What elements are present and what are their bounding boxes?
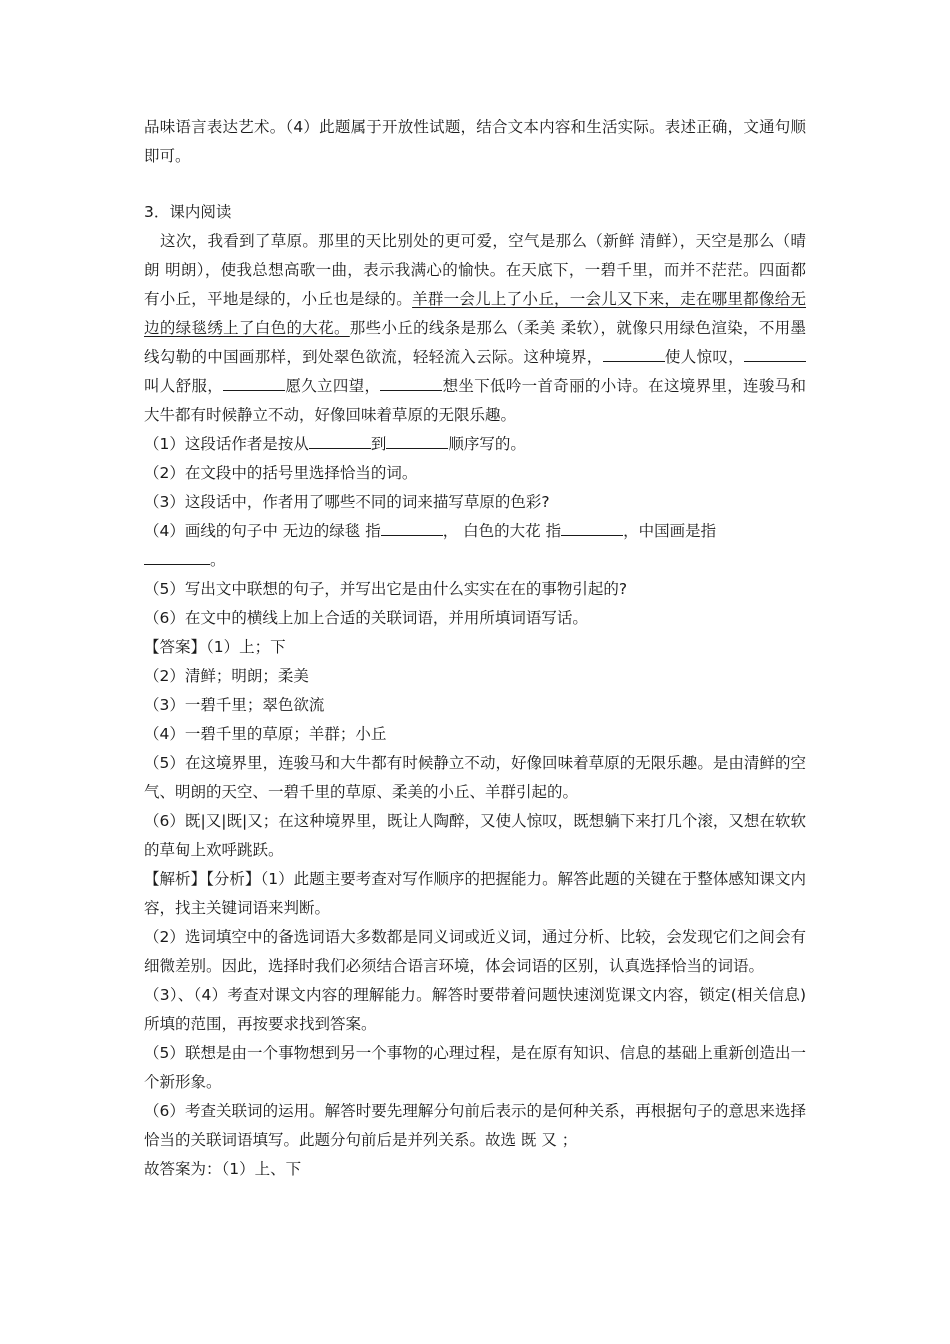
answer-1: 【答案】（1）上；下 bbox=[144, 638, 286, 656]
answer-2: （2）清鲜；明朗；柔美 bbox=[144, 667, 309, 685]
passage-text-3: 使人惊叹， bbox=[664, 348, 744, 366]
answer-5: （5）在这境界里，连骏马和大牛都有时候静立不动，好像回味着草原的无限乐趣。是由清鲜的空气、明朗的天空、一碧千里的草原、柔美的小丘、羊群引起的。 bbox=[144, 754, 806, 801]
question-4 bbox=[144, 517, 806, 575]
question-4-text: 。 bbox=[210, 551, 226, 569]
passage-text-4: 叫人舒服， bbox=[144, 377, 224, 395]
answer-3: （3）一碧千里；翠色欲流 bbox=[144, 696, 325, 714]
passage-text-1: 这次，我看到了草原。那里的天比别处的更可爱，空气是那么（新鲜 清鲜），天空是那么（晴朗 明朗），使我总想高歌一曲，表示我满心的愉快。在天底下，一碧千里，而并不茫茫。四面都有小丘，平地是绿的，小丘也是绿的。 bbox=[144, 232, 806, 308]
question-4-text: ， 白色的大花 指 bbox=[442, 522, 562, 540]
passage-text-6: 想坐下低吟一首奇丽的小诗。在这境界里，连骏马和大牛都有时候静立不动，好像回味着草原的无限乐趣。 bbox=[144, 377, 806, 424]
fill-blank bbox=[381, 518, 443, 536]
fill-blank bbox=[386, 431, 448, 449]
analysis-1: 【解析】【分析】（1）此题主要考查对写作顺序的把握能力。解答此题的关键在于整体感知课文内容，找主关键词语来判断。 bbox=[144, 870, 806, 917]
analysis-4: （5）联想是由一个事物想到另一个事物的心理过程，是在原有知识、信息的基础上重新创造出一个新形象。 bbox=[144, 1044, 806, 1091]
fill-blank bbox=[144, 547, 210, 565]
question-3: （3）这段话中，作者用了哪些不同的词来描写草原的色彩? bbox=[144, 493, 550, 511]
answer-6: （6）既|又|既|又；在这种境界里，既让人陶醉，又使人惊叹，既想躺下来打几个滚，又想在软软的草甸上欢呼跳跃。 bbox=[144, 812, 806, 859]
answer-4: （4）一碧千里的草原；羊群；小丘 bbox=[144, 725, 387, 743]
question-1-text: 顺序写的。 bbox=[448, 435, 526, 453]
fill-blank bbox=[380, 373, 442, 391]
fill-blank bbox=[744, 344, 806, 362]
question-4-text: ，中国画是指 bbox=[623, 522, 717, 540]
question-1 bbox=[144, 430, 806, 459]
question-6: （6）在文中的横线上加上合适的关联词语，并用所填词语写话。 bbox=[144, 609, 588, 627]
fill-blank bbox=[223, 373, 285, 391]
question-1-text: （1）这段话作者是按从 bbox=[144, 435, 309, 453]
spacer bbox=[144, 171, 806, 198]
analysis-6: 故答案为：（1）上、下 bbox=[144, 1160, 302, 1178]
analysis-5: （6）考查关联词的运用。解答时要先理解分句前后表示的是何种关系，再根据句子的意思来选择恰当的关联词语填写。此题分句前后是并列关系。故选 既 又 ； bbox=[144, 1102, 806, 1149]
fill-blank bbox=[309, 431, 371, 449]
underlined-sentence: 羊群一会儿上了小丘，一会儿又下来，走在哪里都像给无边的绿毯绣上了白色的大花。 bbox=[144, 290, 806, 337]
question-5: （5）写出文中联想的句子，并写出它是由什么实实在在的事物引起的? bbox=[144, 580, 628, 598]
question-4-text: （4）画线的句子中 无边的绿毯 指 bbox=[144, 522, 381, 540]
intro-paragraph: 品味语言表达艺术。（4）此题属于开放性试题，结合文本内容和生活实际。表述正确，文通句顺即可。 bbox=[144, 118, 806, 165]
question-2: （2）在文段中的括号里选择恰当的词。 bbox=[144, 464, 418, 482]
fill-blank bbox=[561, 518, 623, 536]
passage-text-2: 那些小丘的线条是那么（柔美 柔软），就像只用绿色渲染，不用墨线勾勒的中国画那样，到处翠色欲流，轻轻流入云际。这种境界， bbox=[144, 319, 806, 366]
passage-text-5: 愿久立四望， bbox=[285, 377, 381, 395]
analysis-2: （2）选词填空中的备选词语大多数都是同义词或近义词，通过分析、比较，会发现它们之间会有细微差别。因此，选择时我们必须结合语言环境，体会词语的区别，认真选择恰当的词语。 bbox=[144, 928, 806, 975]
fill-blank bbox=[603, 344, 665, 362]
reading-passage bbox=[144, 227, 806, 430]
section-heading: 3．课内阅读 bbox=[144, 203, 232, 221]
question-1-text: 到 bbox=[370, 435, 387, 453]
analysis-3: （3）、（4）考查对课文内容的理解能力。解答时要带着问题快速浏览课文内容，锁定(相关信息)所填的范围，再按要求找到答案。 bbox=[144, 986, 806, 1033]
